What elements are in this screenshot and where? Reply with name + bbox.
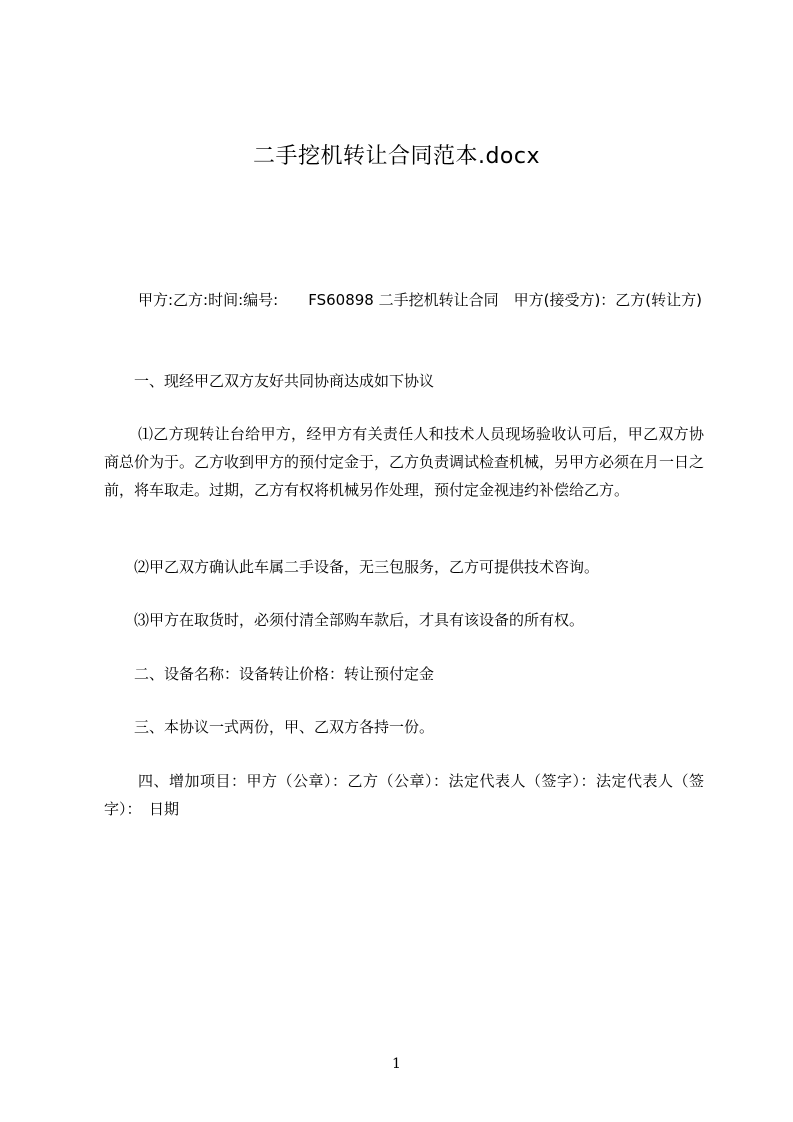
clause-1: ⑴乙方现转让台给甲方，经甲方有关责任人和技术人员现场验收认可后，甲乙双方协商总价为于。乙方收到甲方的预付定金于，乙方负责调试检查机械，另甲方必须在月一日之前，将车取走。过期，乙方有权将机械另作处理，预付定金视违约补偿给乙方。 [104, 425, 705, 499]
clause-2: ⑵甲乙双方确认此车属二手设备，无三包服务，乙方可提供技术咨询。 [134, 558, 600, 576]
section-4-signatures: 四、增加项目：甲方（公章）：乙方（公章）：法定代表人（签字）：法定代表人（签字）： 日期 [104, 772, 704, 818]
section-2-equipment: 二、设备名称：设备转让价格：转让预付定金 [134, 665, 435, 683]
document-title: 二手挖机转让合同范本.docx [252, 144, 541, 169]
page-number: 1 [392, 1056, 401, 1072]
clause-3: ⑶甲方在取货时，必须付清全部购车款后，才具有该设备的所有权。 [134, 611, 585, 629]
contract-header-line: 甲方:乙方:时间:编号: FS60898 二手挖机转让合同 甲方(接受方)：乙方(转让方) [138, 291, 702, 309]
section-3-copies: 三、本协议一式两份，甲、乙双方各持一份。 [134, 718, 435, 736]
section-1-heading: 一、现经甲乙双方友好共同协商达成如下协议 [134, 372, 435, 390]
